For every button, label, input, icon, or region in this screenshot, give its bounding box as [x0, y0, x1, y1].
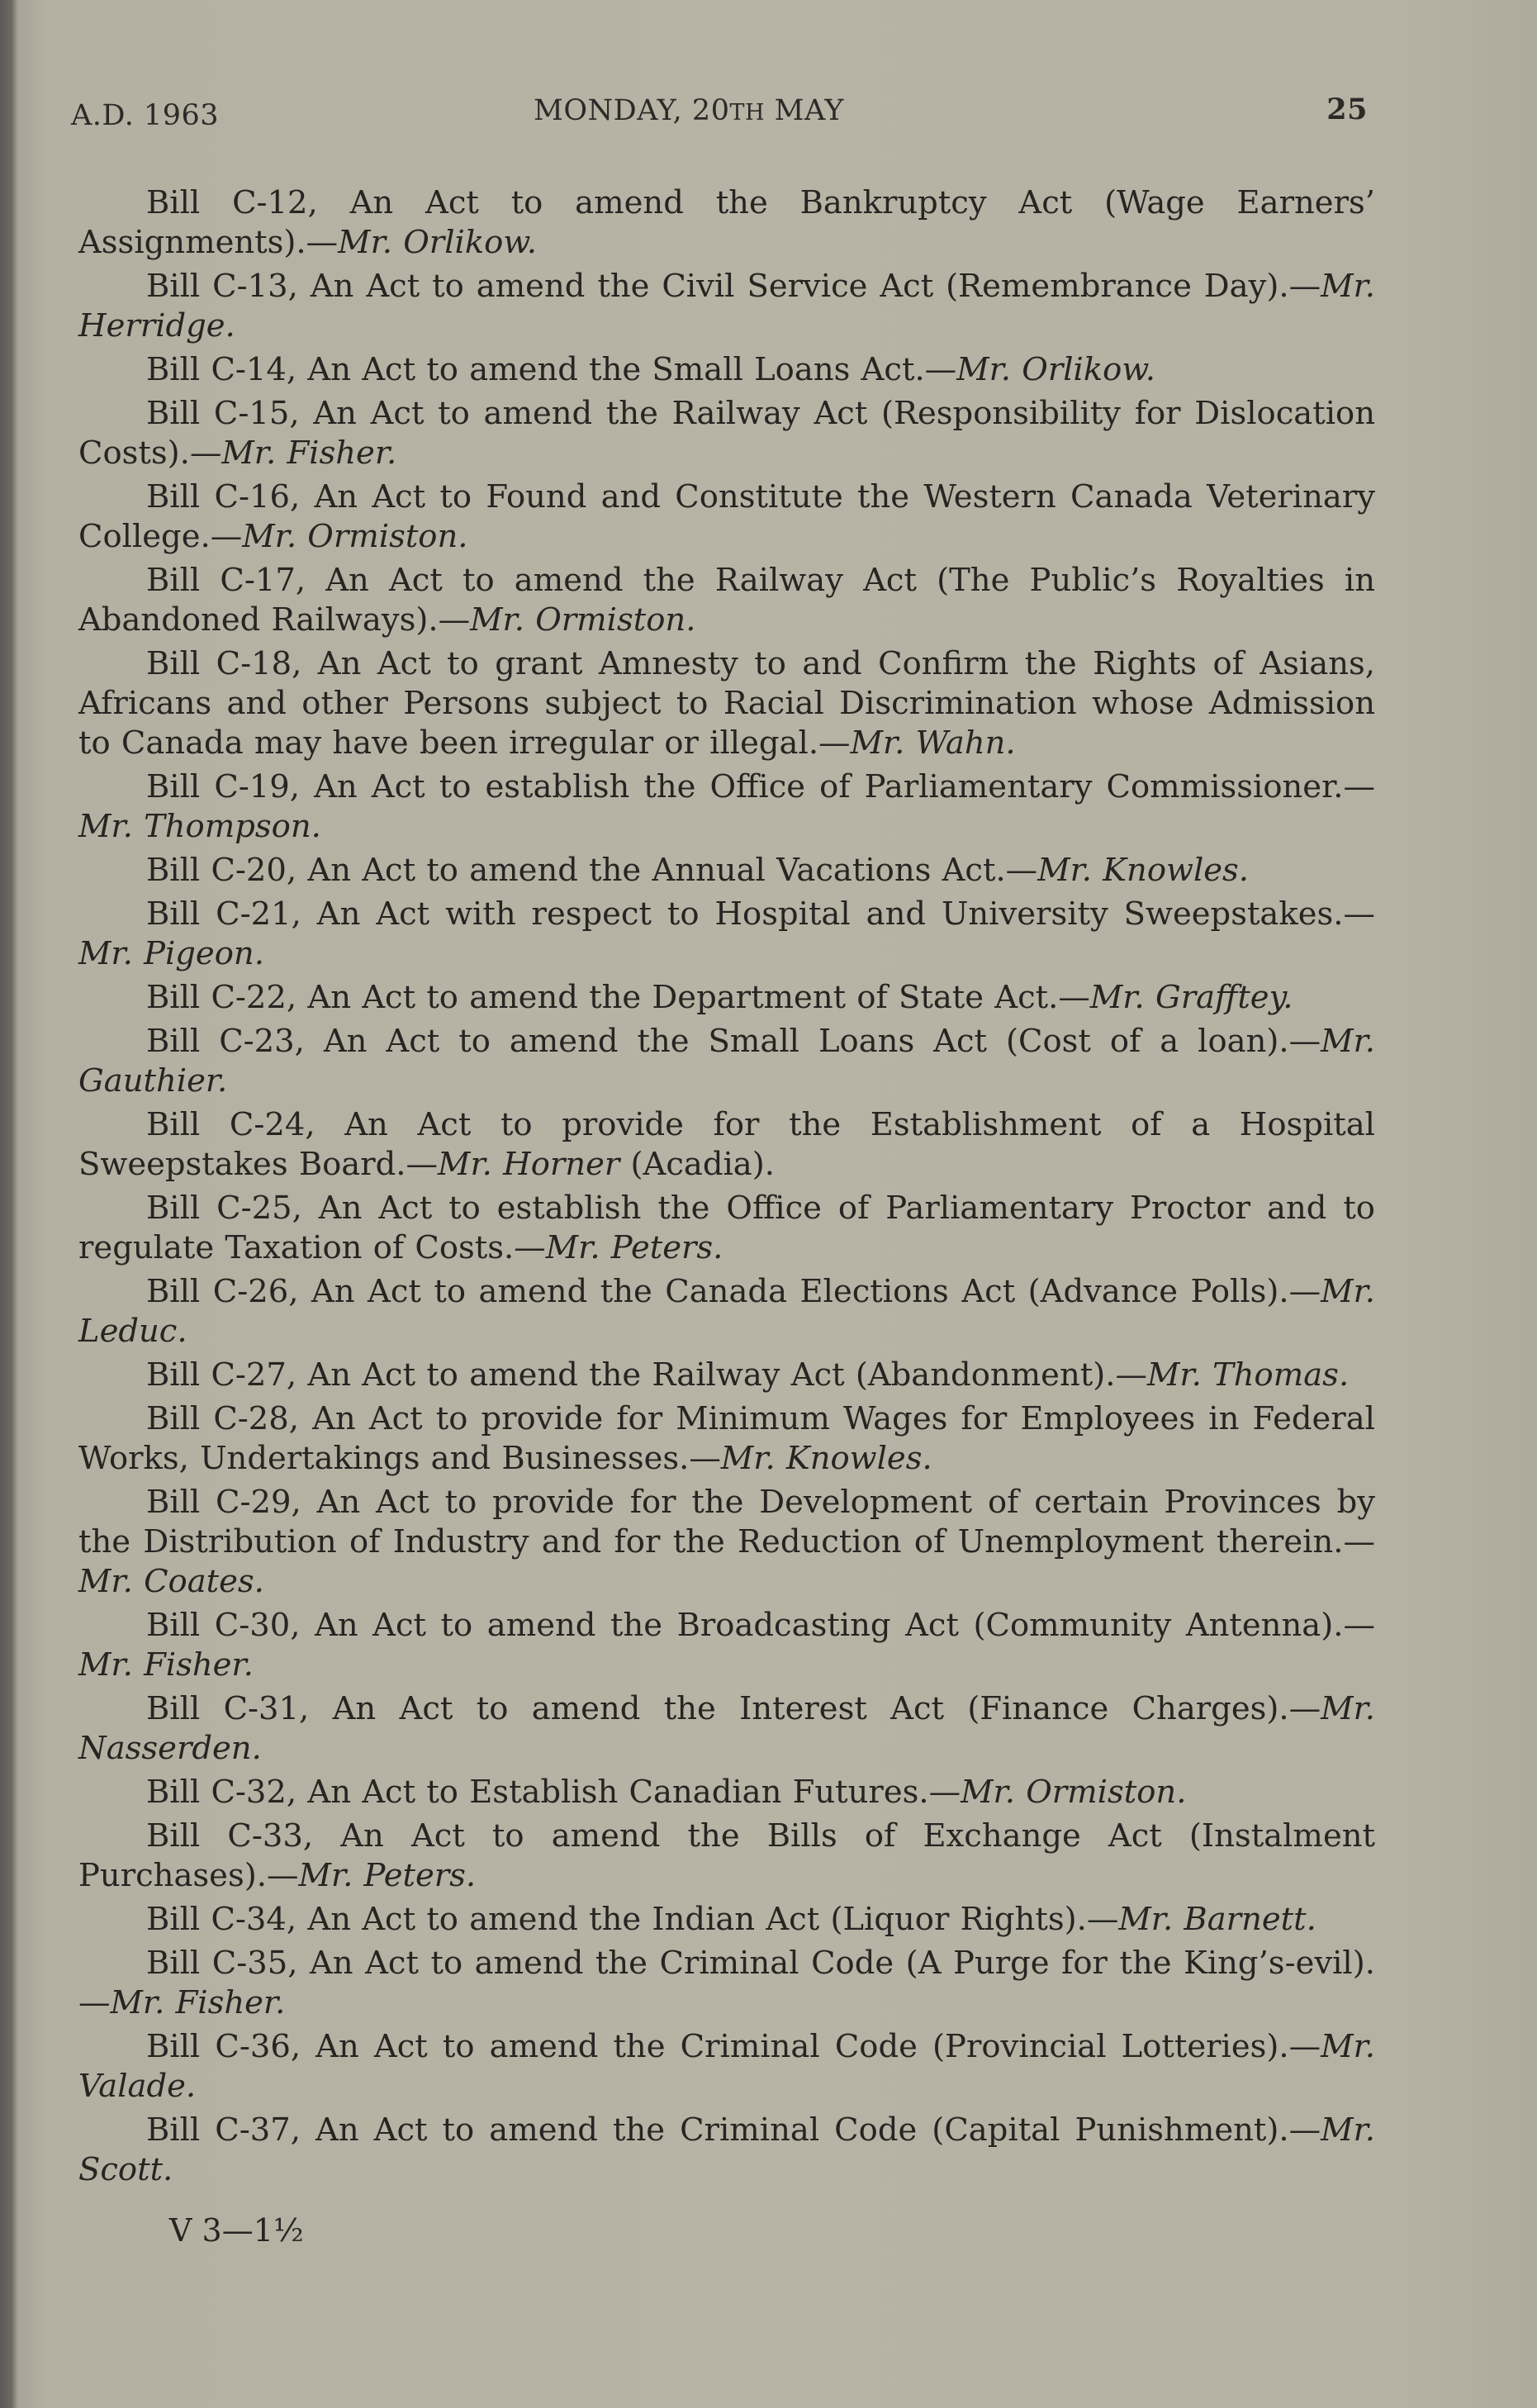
bill-entry — [78, 1773, 1375, 1812]
bill-text: Bill C-35, An Act to amend the Criminal Code (A Purge for the King’s-evil).— — [78, 1945, 1375, 2021]
bill-member: Mr. Wahn. — [850, 724, 1016, 762]
bill-member: Mr. Peters. — [298, 1857, 477, 1894]
bill-entry — [78, 2111, 1375, 2190]
bill-member: Mr. Valade. — [78, 2028, 1375, 2105]
bill-entry — [78, 183, 1375, 263]
bill-entry — [78, 978, 1375, 1018]
bill-member: Mr. Coates. — [78, 1563, 264, 1600]
bill-text: Bill C-17, An Act to amend the Railway Act (The Public’s Royalties in Abandoned Railways).— — [78, 562, 1375, 639]
bill-entry — [78, 477, 1375, 557]
bill-entry — [78, 1606, 1375, 1685]
bill-member: Mr. Peters. — [545, 1229, 723, 1266]
bill-text: Bill C-16, An Act to Found and Constitute the Western Canada Veterinary College.— — [78, 478, 1375, 555]
bill-entry — [78, 644, 1375, 763]
bill-member: Mr. Knowles. — [720, 1440, 932, 1477]
bill-text: Bill C-18, An Act to grant Amnesty to and Confirm the Rights of Asians, Africans and other Persons subject to Racial Discrimination whose Admission to Canada may have been irregular or illegal.— — [78, 645, 1375, 762]
bill-member: Mr. Orlikow. — [956, 351, 1155, 388]
bill-entry — [78, 350, 1375, 390]
bill-member: Mr. Fisher. — [221, 435, 397, 472]
bill-entry — [78, 1189, 1375, 1268]
bill-text: Bill C-34, An Act to amend the Indian Act (Liquor Rights).— — [146, 1901, 1119, 1938]
bill-member: Mr. Horner — [438, 1146, 620, 1183]
bill-text: Bill C-31, An Act to amend the Interest Act (Finance Charges).— — [146, 1690, 1321, 1727]
bill-text: Bill C-33, An Act to amend the Bills of Exchange Act (Instalment Purchases).— — [78, 1817, 1375, 1894]
bill-entry — [78, 851, 1375, 891]
header-date-lead: MONDAY, 20 — [534, 94, 730, 127]
bill-entry — [78, 561, 1375, 640]
bill-member: Mr. Ormiston. — [470, 601, 696, 639]
bill-member: Mr. Ormiston. — [242, 518, 468, 555]
bill-list — [78, 183, 1375, 2194]
signature-mark: V 3—1½ — [169, 2212, 304, 2249]
bill-entry — [78, 1399, 1375, 1479]
bill-member: Mr. Fisher. — [78, 1646, 254, 1684]
bill-member: Mr. Pigeon. — [78, 935, 264, 972]
bill-entry — [78, 1105, 1375, 1185]
bill-text: Bill C-19, An Act to establish the Office of Parliamentary Commissioner.— — [146, 768, 1375, 805]
bill-text: Bill C-20, An Act to amend the Annual Vacations Act.— — [146, 852, 1038, 889]
bill-member: Mr. Fisher. — [110, 1984, 286, 2021]
bill-entry — [78, 767, 1375, 847]
bill-entry — [78, 1356, 1375, 1395]
bill-member: Mr. Grafftey. — [1089, 979, 1293, 1016]
bill-entry — [78, 1944, 1375, 2023]
bill-text: Bill C-29, An Act to provide for the Development of certain Provinces by the Distribution of Industry and for the Reduction of Unemployment therein.— — [78, 1484, 1375, 1560]
bill-text: Bill C-21, An Act with respect to Hospital and University Sweepstakes.— — [146, 895, 1375, 933]
bill-entry — [78, 1272, 1375, 1351]
bill-member: Mr. Orlikow. — [338, 224, 537, 261]
bill-member: Mr. Scott. — [78, 2111, 1375, 2188]
bill-member: Mr. Barnett. — [1118, 1901, 1316, 1938]
bill-text: Bill C-23, An Act to amend the Small Loans Act (Cost of a loan).— — [146, 1023, 1321, 1060]
running-head — [71, 93, 1368, 142]
bill-entry — [78, 2027, 1375, 2106]
bill-text: Bill C-26, An Act to amend the Canada Elections Act (Advance Polls).— — [146, 1273, 1321, 1310]
bill-member: Mr. Knowles. — [1037, 852, 1250, 889]
bill-text: Bill C-25, An Act to establish the Office of Parliamentary Proctor and to regulate Taxation of Costs.— — [78, 1190, 1375, 1266]
bill-text: Bill C-14, An Act to amend the Small Loans Act.— — [146, 351, 957, 388]
bill-member: Mr. Leduc. — [78, 1273, 1375, 1350]
bill-entry — [78, 1817, 1375, 1896]
bill-entry — [78, 1022, 1375, 1101]
bill-text: Bill C-15, An Act to amend the Railway Act (Responsibility for Dislocation Costs).— — [78, 395, 1375, 472]
bill-member: Mr. Ormiston. — [961, 1774, 1187, 1811]
bill-entry — [78, 1900, 1375, 1940]
bill-member: Mr. Thompson. — [78, 808, 321, 845]
bill-member: Mr. Herridge. — [78, 268, 1375, 344]
bill-text: Bill C-36, An Act to amend the Criminal Code (Provincial Lotteries).— — [146, 2028, 1321, 2065]
header-year: A.D. 1963 — [71, 99, 220, 132]
bill-text: Bill C-30, An Act to amend the Broadcasting Act (Community Antenna).— — [146, 1607, 1375, 1644]
bill-text: Bill C-22, An Act to amend the Department of State Act.— — [146, 979, 1090, 1016]
bill-entry — [78, 394, 1375, 473]
bill-text: Bill C-37, An Act to amend the Criminal Code (Capital Punishment).— — [146, 2111, 1321, 2149]
bill-member: Mr. Thomas. — [1147, 1356, 1350, 1394]
bill-text: Bill C-32, An Act to Establish Canadian Futures.— — [146, 1774, 961, 1811]
bill-text: Bill C-28, An Act to provide for Minimum Wages for Employees in Federal Works, Undertakings and Businesses.— — [78, 1400, 1375, 1477]
bill-text: Bill C-12, An Act to amend the Bankruptcy Act (Wage Earners’ Assignments).— — [78, 184, 1375, 261]
bill-entry — [78, 267, 1375, 346]
bill-member: Mr. Nasserden. — [78, 1690, 1375, 1767]
bill-member: Mr. Gauthier. — [78, 1023, 1375, 1100]
header-date-month: MAY — [765, 94, 844, 127]
bill-text: Bill C-13, An Act to amend the Civil Service Act (Remembrance Day).— — [146, 268, 1321, 305]
bill-text: Bill C-24, An Act to provide for the Establishment of a Hospital Sweepstakes Board.— — [78, 1106, 1375, 1183]
page-number: 25 — [1326, 93, 1368, 126]
bill-entry — [78, 1689, 1375, 1769]
bill-entry — [78, 1483, 1375, 1602]
bill-text: Bill C-27, An Act to amend the Railway Act (Abandonment).— — [146, 1356, 1147, 1394]
header-date-ordinal: TH — [729, 100, 766, 126]
header-date — [534, 94, 844, 127]
bill-suffix: (Acadia). — [619, 1146, 776, 1183]
bill-entry — [78, 895, 1375, 974]
